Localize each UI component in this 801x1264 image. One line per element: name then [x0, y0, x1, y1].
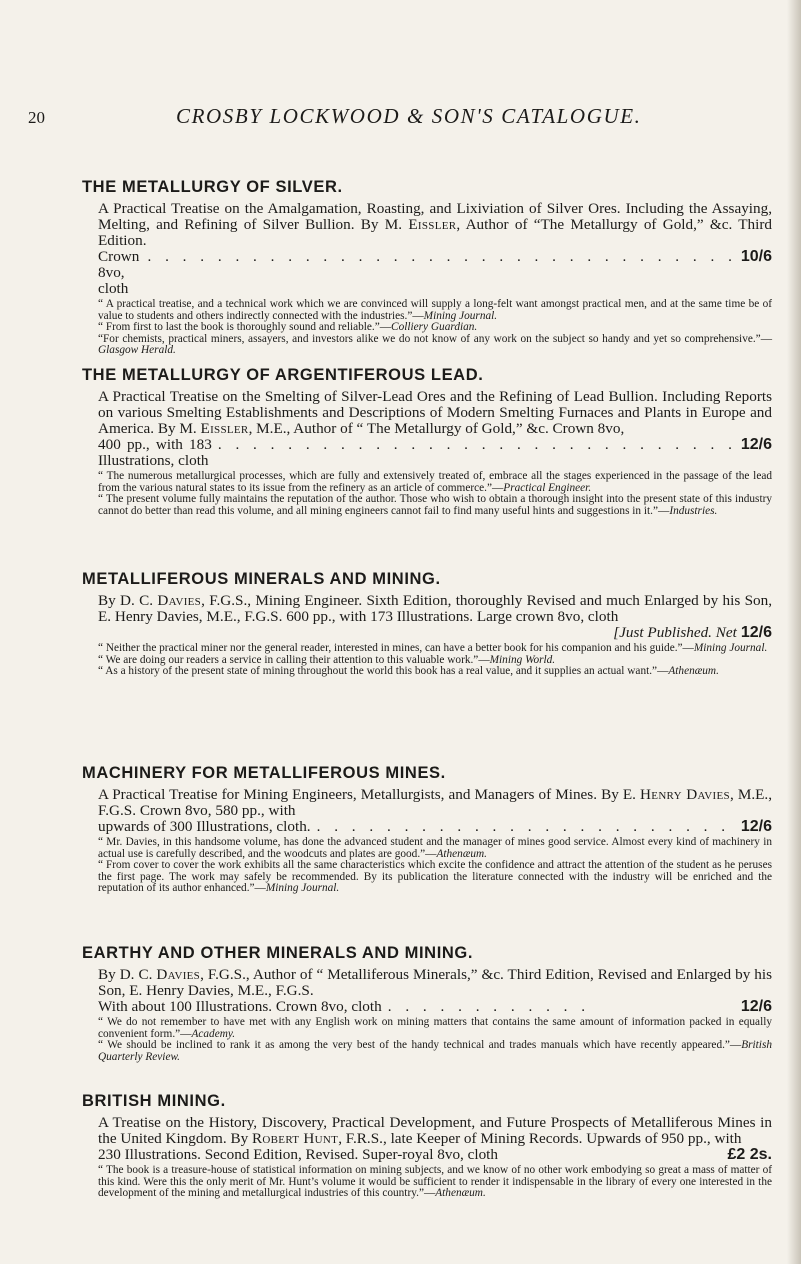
author-name: Eissler [408, 216, 457, 233]
price: 12/6 [740, 998, 772, 1015]
price-lead: With about 100 Illustrations. Crown 8vo, cloth [98, 998, 382, 1015]
review-source: Mining Journal. [265, 882, 340, 894]
review-source: Athenæum. [435, 1187, 486, 1199]
author-name: Robert Hunt [251, 1130, 339, 1147]
review-quote: “ A practical treatise, and a technical work which we are convinced will supply a long-felt want amongst practical men, and at the same time be of value to students and others indirectly connected with the industries.”—Mining Journal. [98, 298, 772, 322]
catalogue-entry [82, 1092, 772, 1200]
entry-title: THE METALLURGY OF SILVER. [82, 178, 343, 196]
leader-dots: . . . . . . . . . . . . [387, 998, 591, 1015]
price-lead: 230 Illustrations. Second Edition, Revised. Super-royal 8vo, cloth [98, 1146, 498, 1163]
review-source: Glasgow Herald. [98, 344, 176, 356]
review-quote: “ We are doing our readers a service in calling their attention to this valuable work.”—Mining World. [98, 653, 556, 666]
entry-description: By D. C. Davies, F.G.S., Mining Engineer. Sixth Edition, thoroughly Revised and much Enlarged by his Son, E. Henry Davies, M.E., F.G.S. 600 pp., with 173 Illustrations. Large crown 8vo, cloth [Just Published. Net 12/6 [98, 592, 772, 641]
review-source: Industries. [669, 504, 718, 517]
review-quote: “ As a history of the present state of mining throughout the world this book has a real value, and it supplies an actual want.”—Athenæum. [98, 665, 719, 677]
author-name: Eissler [200, 420, 249, 437]
price-line [98, 625, 772, 641]
review-quote: “ We should be inclined to rank it as among the very best of the handy technical and trades manuals which have recently appeared.”—British Quarterly Review. [98, 1039, 772, 1063]
catalogue-entry [82, 944, 772, 1063]
page-edge-shadow [787, 0, 801, 1264]
review-source: Colliery Guardian. [391, 321, 478, 333]
review-source: Academy. [191, 1027, 236, 1040]
price: 12/6 [740, 624, 772, 641]
catalogue-entry [82, 366, 772, 517]
review-quote: “For chemists, practical miners, assayers, and investors alike we do not know of any work on the subject so handy and yet so comprehensive.”—Glasgow Herald. [98, 332, 772, 356]
review-source: Practical Engineer. [503, 481, 592, 494]
review-quote: “ The book is a treasure-house of statistical information on mining subjects, and we know of no other work embodying so great a mass of matter of this kind. Were this the only merit of Mr. Hunt’s volume it would be sufficient to render it indispensable in the library of every one interested in the development of the mining and metallurgical industries of this country.”—Athenæum. [98, 1164, 772, 1199]
review-quote: “ The present volume fully maintains the reputation of the author. Those who wish to obtain a thorough insight into the present state of this industry cannot do better than read this volume, and all mining engineers cannot fail to find many useful hints and suggestions in it.”—Industries. [98, 493, 772, 517]
running-title: CROSBY LOCKWOOD & SON'S CATALOGUE. [176, 104, 642, 128]
price-lead: 400 pp., with 183 Illustrations, cloth [98, 436, 212, 469]
review-source: Mining Journal. [693, 642, 768, 654]
review-quote: “ Neither the practical miner nor the general reader, interested in mines, can have a better book for his companion and his guide.”—Mining Journal. [98, 642, 768, 654]
price-lead: upwards of 300 Illustrations, cloth. [98, 818, 311, 835]
review-quote: “ Mr. Davies, in this handsome volume, has done the advanced student and the manager of mines good service. Almost every kind of machinery in actual use is carefully described, and the woodcuts and plates are good.”—Athenæum. [98, 836, 772, 860]
entry-title: BRITISH MINING. [82, 1092, 226, 1110]
author-name: Davies [157, 592, 202, 609]
author-name: Henry Davies [640, 786, 730, 803]
review-source: Athenæum. [668, 665, 719, 677]
review-quote: “ We do not remember to have met with any English work on mining matters that contains the same amount of information packed in equally convenient form.”—Academy. [98, 1016, 772, 1040]
entry-description: A Practical Treatise on the Smelting of Silver-Lead Ores and the Refining of Lead Bullion. Including Reports on various Smelting Establishments and Descriptions of Modern Smelting Furnaces and Plants in Europe and America. By M. Eissler, M.E., Author of “ The Metallurgy of Gold,” &c. Crown 8vo, 400 pp., with 183 Illustrations, cloth . . . . . . . . . . . . . . . . . . . . . . . . . . . . . . 12/6 [98, 388, 772, 469]
price-line [98, 819, 772, 835]
entry-title: EARTHY AND OTHER MINERALS AND MINING. [82, 944, 474, 962]
price-line [98, 1147, 772, 1163]
price-lead: [Just Published. Net [613, 624, 737, 641]
price-line [98, 999, 772, 1015]
running-head [28, 104, 788, 134]
price: 10/6 [740, 248, 772, 265]
price-line [98, 249, 772, 297]
page-number: 20 [28, 108, 45, 127]
review-source: Mining Journal. [423, 309, 498, 322]
leader-dots: . . . . . . . . . . . . . . . . . . . . . . . . [316, 818, 731, 835]
review-quote: “ From first to last the book is thoroughly sound and reliable.”—Colliery Guardian. [98, 321, 478, 333]
entry-description: By D. C. Davies, F.G.S., Author of “ Metalliferous Minerals,” &c. Third Edition, Revised and Enlarged by his Son, E. Henry Davies, M.E., F.G.S. With about 100 Illustrations. Crown 8vo, cloth . . . . . . . . . . . . 12/6 [98, 966, 772, 1015]
entry-description: A Practical Treatise for Mining Engineers, Metallurgists, and Managers of Mines. By E. Henry Davies, M.E., F.G.S. Crown 8vo, 580 pp., with upwards of 300 Illustrations, cloth. . . . . . . . . . . . . . . . . . . . . . . . . 12/6 [98, 786, 772, 835]
catalogue-entry [82, 570, 772, 678]
catalogue-entry [82, 764, 772, 895]
entry-title: METALLIFEROUS MINERALS AND MINING. [82, 570, 441, 588]
review-quote: “ The numerous metallurgical processes, which are fully and extensively treated of, embrace all the stages experienced in the passage of the lead from the various natural states to its issue from the refinery as an article of commerce.”—Practical Engineer. [98, 470, 772, 494]
author-name: Davies [156, 966, 201, 983]
leader-dots: . . . . . . . . . . . . . . . . . . . . . . . . . . . . . . . . . . [147, 248, 737, 265]
review-source: Athenæum. [436, 847, 488, 860]
leader-dots: . . . . . . . . . . . . . . . . . . . . . . . . . . . . . . [217, 436, 737, 453]
price-line [98, 437, 772, 469]
catalogue-entry [82, 178, 772, 357]
price: £2 2s. [727, 1146, 772, 1163]
entry-description: A Treatise on the History, Discovery, Practical Development, and Future Prospects of Metalliferous Mines in the United Kingdom. By Robert Hunt, F.R.S., late Keeper of Mining Records. Upwards of 950 pp., with 230 Illustrations. Second Edition, Revised. Super-royal 8vo, cloth £2 2s. [98, 1114, 772, 1163]
review-quote: “ From cover to cover the work exhibits all the same characteristics which excite the confidence and attract the attention of the student as he peruses the first page. The work may safely be recommended. By its publication the literature connected with the industry will be enriched and the reputation of its author enhanced.”—Mining Journal. [98, 859, 772, 894]
review-source: Mining World. [489, 653, 556, 666]
price: 12/6 [740, 436, 772, 453]
entry-title: MACHINERY FOR METALLIFEROUS MINES. [82, 764, 446, 782]
review-source: British Quarterly Review. [98, 1039, 772, 1063]
entry-title: THE METALLURGY OF ARGENTIFEROUS LEAD. [82, 366, 484, 384]
price-lead: Crown 8vo, cloth [98, 248, 140, 297]
entry-description: A Practical Treatise on the Amalgamation, Roasting, and Lixiviation of Silver Ores. Including the Assaying, Melting, and Refining of Silver Bullion. By M. Eissler, Author of “The Metallurgy of Gold,” &c. Third Edition. Crown 8vo, cloth . . . . . . . . . . . . . . . . . . . . . . . . . . . . . . . . . . 10/6 [98, 200, 772, 297]
price: 12/6 [740, 818, 772, 835]
